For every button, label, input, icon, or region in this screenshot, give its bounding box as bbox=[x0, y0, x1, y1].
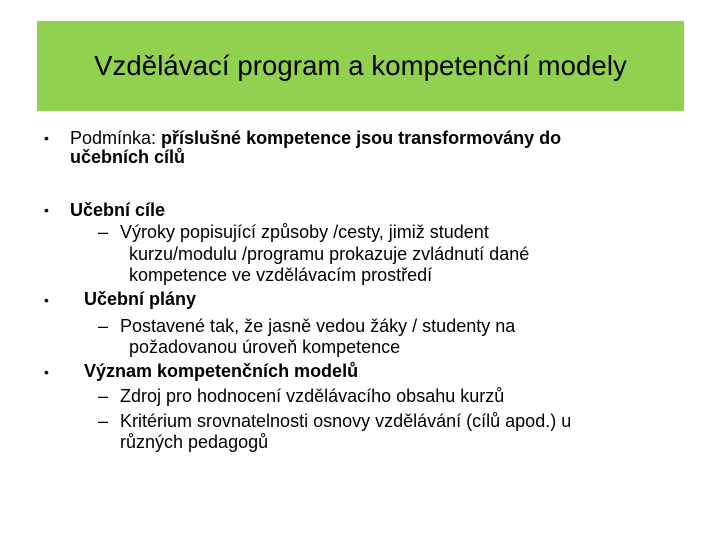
dash-marker: – bbox=[98, 411, 109, 431]
condition-bold-cont: učebních cílů bbox=[70, 147, 186, 167]
study-plans-desc: Postavené tak, že jasně vedou žáky / studenty na bbox=[120, 316, 516, 336]
study-plans-desc-cont: požadovanou úroveň kompetence bbox=[129, 337, 401, 357]
learning-goals-desc-cont: kurzu/modulu /programu prokazuje zvládnutí dané bbox=[129, 244, 530, 264]
bullet-marker: • bbox=[44, 292, 49, 308]
bullet-study-plans: Učební plány bbox=[84, 289, 197, 309]
dash-marker: – bbox=[98, 316, 109, 336]
bullet-learning-goals: Učební cíle bbox=[70, 200, 166, 220]
bullet-marker: • bbox=[44, 202, 49, 218]
bullet-model-importance: Význam kompetenčních modelů bbox=[84, 361, 359, 381]
model-importance-item: Kritérium srovnatelnosti osnovy vzdělávání (cílů apod.) u bbox=[120, 411, 572, 431]
condition-prefix: Podmínka: bbox=[70, 128, 162, 148]
dash-marker: – bbox=[98, 222, 109, 242]
model-importance-item-cont: různých pedagogů bbox=[120, 432, 269, 452]
learning-goals-desc: Výroky popisující způsoby /cesty, jimiž student bbox=[120, 222, 489, 242]
learning-goals-desc-cont: kompetence ve vzdělávacím prostředí bbox=[129, 265, 433, 285]
condition-bold: příslušné kompetence jsou transformovány do bbox=[161, 128, 562, 148]
bullet-marker: • bbox=[44, 130, 49, 146]
dash-marker: – bbox=[98, 386, 109, 406]
slide-title: Vzdělávací program a kompetenční modely bbox=[94, 50, 627, 81]
bullet-marker: • bbox=[44, 364, 49, 380]
model-importance-item: Zdroj pro hodnocení vzdělávacího obsahu kurzů bbox=[120, 386, 505, 406]
bullet-condition bbox=[70, 128, 561, 148]
